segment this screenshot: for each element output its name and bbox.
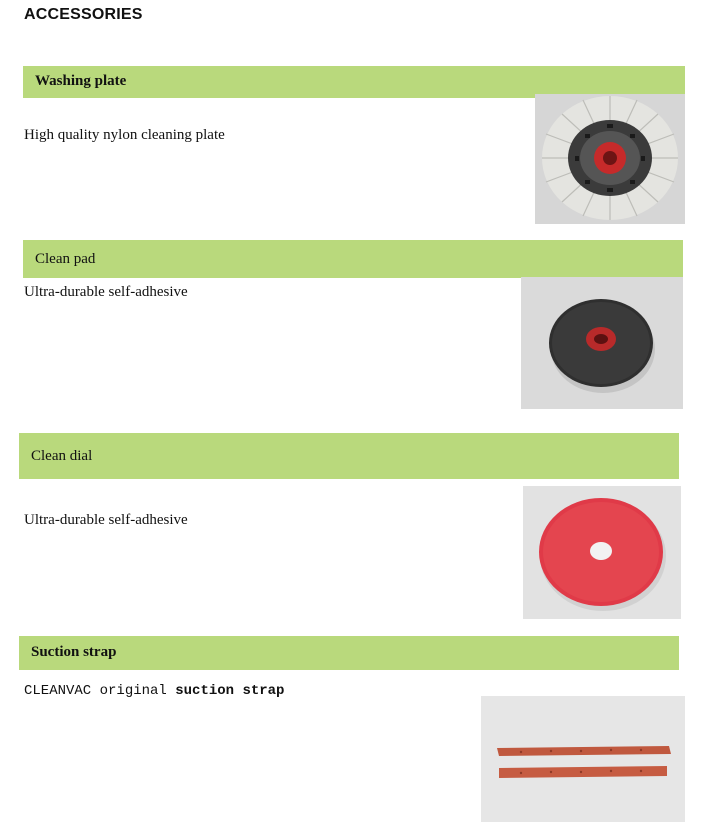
section-description: Ultra-durable self-adhesive (24, 512, 188, 528)
section-description: High quality nylon cleaning plate (24, 127, 225, 143)
description-bold: suction strap (175, 683, 285, 699)
section-header-suction-strap (19, 636, 679, 670)
section-description (24, 683, 284, 699)
section-heading: Clean dial (31, 448, 93, 464)
section-heading: Washing plate (35, 73, 127, 89)
page-title: ACCESSORIES (24, 6, 143, 23)
red-floor-pad-icon (523, 486, 681, 619)
section-heading: Suction strap (31, 644, 117, 660)
section-header-clean-pad (23, 240, 683, 278)
pad-holder-disc-icon (521, 277, 683, 409)
nylon-brush-plate-icon (535, 94, 685, 224)
description-prefix: CLEANVAC original (24, 683, 167, 699)
section-description: Ultra-durable self-adhesive (24, 284, 188, 300)
section-heading: Clean pad (35, 251, 96, 267)
section-header-clean-dial (19, 433, 679, 479)
squeegee-blade-strips-icon (481, 696, 685, 822)
